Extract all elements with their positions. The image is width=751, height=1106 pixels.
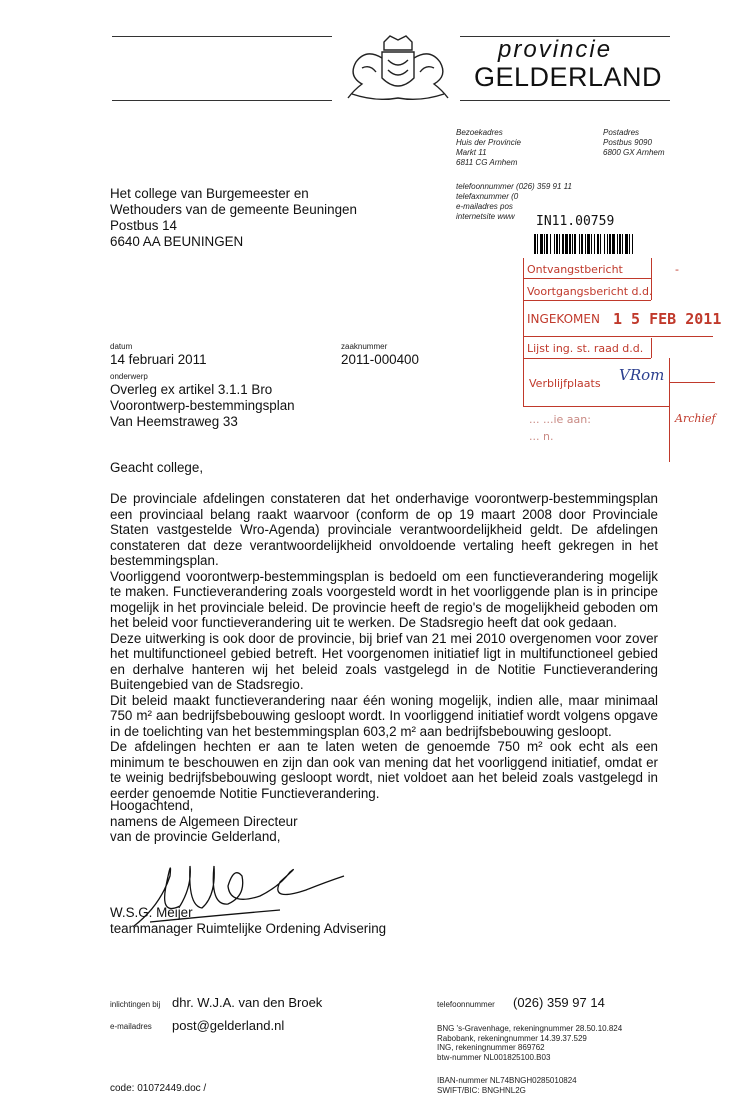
swift-code: SWIFT/BIC: BNGHNL2G	[437, 1085, 526, 1095]
phone-label: telefoonnummer	[437, 1000, 495, 1009]
stamp-rule-5	[523, 406, 669, 407]
paragraph-2: Voorliggend voorontwerp-bestemmingsplan is bedoeld om een functieverandering mogelijk te maken. Functieverandering zoals voorgesteld wordt in het voorliggende plan is in principe mogelijk in het provinciale beleid. De provincie heeft de regio's de mogelijkheid geboden om het beleid voor functieverandering uit te werken. De Stadsregio heeft dat ook gedaan.	[110, 568, 658, 630]
subject-label: onderwerp	[110, 372, 148, 381]
signer-name: W.S.G. Meijer	[110, 905, 193, 920]
iban-number: IBAN-nummer NL74BNGH0285010824	[437, 1076, 577, 1085]
subject-line3: Van Heemstraweg 33	[110, 414, 238, 429]
date-value: 14 februari 2011	[110, 352, 207, 367]
recipient-line3: Postbus 14	[110, 218, 177, 233]
post-address-line1: Postbus 9090	[603, 138, 652, 147]
stamp-row-7: ... n.	[529, 430, 554, 443]
info-label: inlichtingen bij	[110, 1000, 161, 1009]
post-address-label: Postadres	[603, 128, 640, 137]
stamp-handwritten-archief: Archief	[675, 412, 716, 425]
stamp-voortgangsbericht: Voortgangsbericht d.d.	[527, 285, 653, 298]
visit-address-line3: 6811 CG Arnhem	[456, 158, 518, 167]
stamp-ontvangstbericht: Ontvangstbericht	[527, 263, 623, 276]
phone-value: (026) 359 97 14	[513, 995, 605, 1010]
logo-word-gelderland: GELDERLAND	[474, 62, 663, 92]
letter-body	[110, 491, 658, 801]
date-label: datum	[110, 342, 133, 351]
subject-block	[110, 382, 295, 430]
stamp-ingekomen-date: 1 5 FEB 2011	[613, 310, 722, 328]
closing-block	[110, 798, 298, 845]
paragraph-5: De afdelingen hechten er aan te laten weten de genoemde 750 m² ook echt als een minimum te beschouwen en zijn dan ook van mening dat het voorliggend initiatief, omdat er te weinig bedrijfsbebouwing gesloopt wordt, niet voldoet aan het beleid zoals vastgelegd in eerder genoemde Notitie Functieverandering.	[110, 739, 658, 801]
btw-number: btw-nummer NL001825100.B03	[437, 1052, 551, 1062]
contact-email: e-mailadres pos	[456, 202, 513, 211]
stamp-rule-1	[523, 278, 651, 279]
stamp-divider-3	[669, 358, 670, 462]
salutation: Geacht college,	[110, 460, 204, 475]
paragraph-1: De provinciale afdelingen constateren dat het onderhavige voorontwerp-bestemmingsplan een provinciaal belang raakt waarvoor (conform de op 19 maart 2008 door Provinciale Staten vastgestelde Wro-Agenda) provinciale verantwoordelijkheid geldt. De afdelingen constateren dat deze verantwoordelijkheid onvoldoende vertaling heeft gekregen in het bestemmingsplan.	[110, 491, 658, 568]
stamp-dash: -	[675, 263, 679, 276]
stamp-rule-4	[523, 358, 651, 359]
contact-phone: telefoonnummer (026) 359 91 11	[456, 182, 572, 191]
incoming-code: IN11.00759	[536, 214, 615, 229]
visit-address	[456, 128, 586, 168]
recipient-line4: 6640 AA BEUNINGEN	[110, 234, 244, 249]
header-rule-left-bottom	[112, 100, 332, 101]
stamp-rule-6	[669, 382, 715, 383]
stamp-rule-2	[523, 300, 651, 301]
iban-details	[437, 1076, 577, 1095]
document-code: code: 01072449.doc /	[110, 1083, 207, 1094]
closing-line3: van de provincie Gelderland,	[110, 829, 281, 844]
bank-line1: BNG 's-Gravenhage, rekeningnummer 28.50.10.824	[437, 1024, 623, 1033]
visit-address-line2: Markt 11	[456, 148, 487, 157]
email-label: e-mailadres	[110, 1022, 152, 1031]
coat-of-arms-logo	[336, 28, 460, 108]
subject-line2: Voorontwerp-bestemmingsplan	[110, 398, 295, 413]
contact-web: internetsite www	[456, 212, 515, 221]
recipient-line1: Het college van Burgemeester en	[110, 186, 309, 201]
paragraph-4: Dit beleid maakt functieverandering naar één woning mogelijk, indien alle, maar minimaal 750 m² aan bedrijfsbebouwing gesloopt wordt. In voorliggend initiatief wordt volgens opgave in de toelichting van het bestemmingsplan 603,2 m² aan bedrijfsbebouwing gesloopt.	[110, 692, 658, 739]
bank-line2: Rabobank, rekeningnummer 14.39.37.529	[437, 1033, 587, 1043]
contact-fax: telefaxnummer (0	[456, 192, 519, 201]
recipient-line2: Wethouders van de gemeente Beuningen	[110, 202, 357, 217]
stamp-lijst: Lijst ing. st. raad d.d.	[527, 342, 644, 355]
paragraph-3: Deze uitwerking is ook door de provincie, bij brief van 21 mei 2010 overgenomen voor zover het multifunctioneel gebied betreft. Het voorgenomen initiatief ligt in multifunctioneel gebied en derhalve hanteren wij het beleid zoals vastgelegd in de Notitie Functieverandering Buitengebied van de Stadsregio.	[110, 630, 658, 692]
bank-details	[437, 1024, 622, 1062]
case-label: zaaknummer	[341, 342, 388, 351]
visit-address-label: Bezoekadres	[456, 128, 503, 137]
closing-line2: namens de Algemeen Directeur	[110, 813, 298, 829]
stamp-divider-2	[651, 338, 652, 358]
bank-line3: ING, rekeningnummer 869762	[437, 1043, 545, 1052]
stamp-verblijfplaats: Verblijfplaats	[529, 377, 601, 390]
header-rule-right-bottom	[460, 100, 670, 101]
header-rule-left-top	[112, 36, 332, 37]
email-value: post@gelderland.nl	[172, 1018, 285, 1033]
post-address	[603, 128, 723, 158]
stamp-handwritten-vrom: VRom	[619, 366, 665, 384]
barcode	[534, 234, 724, 254]
case-value: 2011-000400	[341, 352, 419, 367]
stamp-ter-attentie: ... ...ie aan:	[529, 413, 591, 426]
info-value: dhr. W.J.A. van den Broek	[172, 995, 323, 1010]
closing-line1: Hoogachtend,	[110, 798, 194, 813]
stamp-ingekomen: INGEKOMEN	[527, 312, 600, 326]
subject-line1: Overleg ex artikel 3.1.1 Bro	[110, 382, 273, 397]
post-address-line2: 6800 GX Arnhem	[603, 148, 665, 157]
signer-title: teammanager Ruimtelijke Ordening Advisering	[110, 920, 387, 936]
signer-block	[110, 905, 386, 936]
recipient-block	[110, 186, 357, 250]
logo-word-provincie: provincie	[498, 36, 613, 63]
stamp-rule-3	[523, 336, 713, 337]
stamp-border-left	[523, 258, 524, 406]
barcode-gap	[633, 234, 635, 254]
visit-address-line1: Huis der Provincie	[456, 138, 521, 147]
received-stamp	[515, 258, 727, 468]
